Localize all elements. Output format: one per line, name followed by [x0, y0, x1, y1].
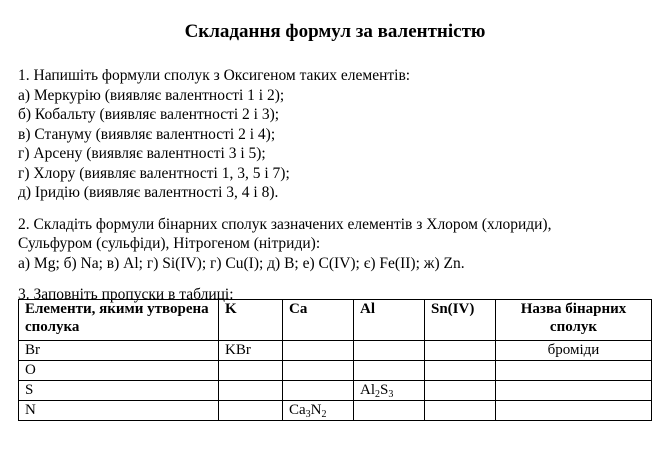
cell-sn [425, 361, 496, 381]
task2-line: 2. Складіть формули бінарних сполук зазначених елементів з Хлором (хлориди), [18, 215, 552, 233]
header-elements: Елементи, якими утворена сполука [19, 300, 219, 341]
header-compound-name: Назва бінарних сполук [496, 300, 652, 341]
cell-sn [425, 341, 496, 361]
compounds-table [18, 299, 652, 421]
formula-subscript: 2 [321, 409, 327, 420]
task1-item: д) Іридію (виявляє валентності 3, 4 і 8). [18, 184, 279, 201]
cell-element: N [19, 401, 219, 421]
task1-item: в) Стануму (виявляє валентності 2 і 4); [18, 125, 276, 143]
formula-part: Al [360, 382, 375, 398]
cell-al [354, 341, 425, 361]
cell-al [354, 361, 425, 381]
cell-sn [425, 381, 496, 401]
task3-heading: 3. Заповніть пропуски в таблиці: [18, 286, 234, 303]
task1-item: г) Хлору (виявляє валентності 1, 3, 5 і 7); [18, 164, 290, 182]
task1-item: б) Кобальту (виявляє валентності 2 і 3); [18, 106, 280, 123]
tasks-block [18, 66, 658, 305]
table-row [19, 341, 652, 361]
cell-al-formula [354, 381, 425, 401]
cell-k [219, 401, 283, 421]
task2-line: Сульфуром (сульфіди), Нітрогеном (нітриди): [18, 235, 321, 252]
header-ca: Ca [283, 300, 354, 341]
cell-ca-formula [283, 401, 354, 421]
cell-al [354, 401, 425, 421]
cell-name: броміди [496, 341, 652, 361]
cell-element: S [19, 381, 219, 401]
spacer [18, 273, 658, 285]
header-al: Al [354, 300, 425, 341]
formula-part: S [380, 382, 389, 398]
cell-element: Br [19, 341, 219, 361]
header-sn: Sn(IV) [425, 300, 496, 341]
task1-heading: 1. Напишіть формули сполук з Оксигеном таких елементів: [18, 67, 411, 84]
table-row [19, 381, 652, 401]
table-row [19, 361, 652, 381]
cell-sn [425, 401, 496, 421]
cell-k [219, 361, 283, 381]
cell-name [496, 401, 652, 421]
cell-ca [283, 361, 354, 381]
cell-k: KBr [219, 341, 283, 361]
formula-part: N [310, 402, 322, 418]
cell-ca [283, 341, 354, 361]
cell-k [219, 381, 283, 401]
task1-item: а) Меркурію (виявляє валентності 1 і 2); [18, 86, 285, 104]
task2-elements: а) Mg; б) Na; в) Al; г) Si(IV); г) Cu(I); д) B; е) C(IV); є) Fe(II); ж) Zn. [18, 254, 465, 272]
page-title: Складання формул за валентністю [184, 21, 486, 42]
cell-ca [283, 381, 354, 401]
cell-name [496, 381, 652, 401]
header-k: K [219, 300, 283, 341]
spacer [18, 203, 658, 215]
formula-part: Ca [289, 402, 306, 418]
cell-name [496, 361, 652, 381]
formula-subscript: 2 [375, 389, 380, 400]
cell-element: O [19, 361, 219, 381]
formula-subscript: 3 [388, 389, 394, 400]
table-header-row [19, 300, 652, 341]
formula-subscript: 3 [305, 409, 311, 420]
task1-item: г) Арсену (виявляє валентності 3 і 5); [18, 145, 266, 162]
table-row [19, 401, 652, 421]
